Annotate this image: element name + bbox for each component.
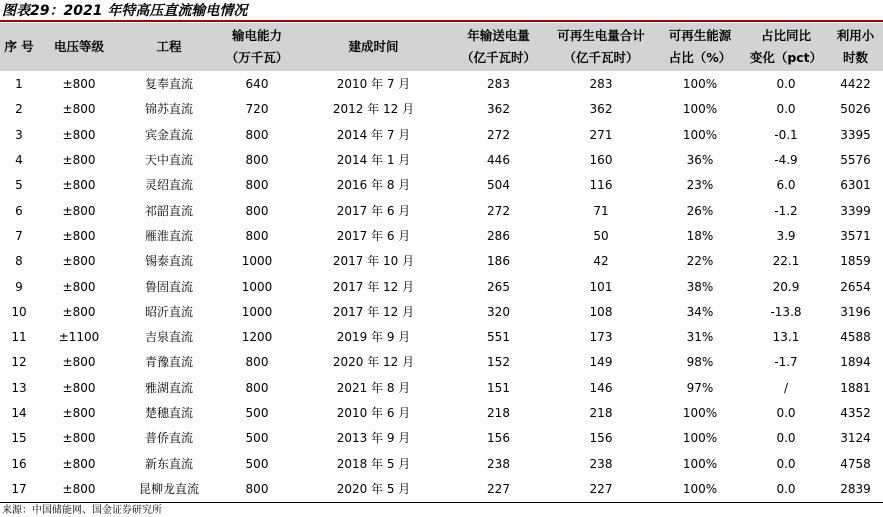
cell-renewable-share: 97% xyxy=(686,380,714,395)
cell-utilization-hours: 1881 xyxy=(840,380,871,395)
header-line: 占比（%） xyxy=(668,50,732,65)
cell-capacity: 800 xyxy=(245,355,269,370)
cell-capacity: 500 xyxy=(245,456,269,471)
table-row xyxy=(0,325,883,350)
cell-completion: 2021 年 8 月 xyxy=(336,380,411,395)
cell-share-change: 0.0 xyxy=(776,77,796,92)
cell-utilization-hours: 1894 xyxy=(840,355,871,370)
cell-completion: 2010 年 6 月 xyxy=(336,406,411,420)
table-row xyxy=(0,477,883,503)
cell-share-change: -13.8 xyxy=(770,304,802,319)
cell-renewable-share: 100% xyxy=(682,102,718,117)
table-row xyxy=(0,401,883,426)
cell-seq: 16 xyxy=(11,456,27,471)
cell-voltage: ±800 xyxy=(62,279,96,294)
table-row xyxy=(0,376,883,401)
cell-annual-power: 362 xyxy=(487,102,510,117)
cell-voltage: ±800 xyxy=(62,380,96,395)
header-col-voltage xyxy=(38,23,120,72)
cell-capacity: 800 xyxy=(245,380,269,395)
cell-completion: 2018 年 5 月 xyxy=(336,456,411,471)
cell-voltage: ±800 xyxy=(62,228,96,243)
cell-project: 锡泰直流 xyxy=(144,254,193,269)
cell-utilization-hours: 3196 xyxy=(840,304,871,319)
table-row xyxy=(0,72,883,98)
cell-share-change: 0.0 xyxy=(744,477,828,503)
header-line: 变化（pct） xyxy=(749,50,823,65)
table-row xyxy=(0,451,883,476)
cell-voltage: ±800 xyxy=(62,406,96,420)
cell-project: 雅湖直流 xyxy=(144,380,193,395)
cell-renewable-total: 218 xyxy=(589,406,613,420)
header-col-renewable-share xyxy=(656,23,744,72)
header-line: 电压等级 xyxy=(53,39,104,54)
title-divider xyxy=(0,20,883,22)
cell-renewable-total: 156 xyxy=(589,431,613,446)
cell-completion: 2010 年 7 月 xyxy=(336,77,411,92)
cell-project: 普侨直流 xyxy=(144,431,193,446)
cell-voltage: ±800 xyxy=(62,203,96,218)
cell-annual-power: 504 xyxy=(487,178,510,193)
table-body xyxy=(0,72,883,503)
cell-seq: 9 xyxy=(15,279,23,294)
cell-completion: 2017 年 10 月 xyxy=(332,254,415,269)
header-col-utilization-hours xyxy=(828,23,883,72)
cell-renewable-share: 100% xyxy=(656,477,744,503)
cell-renewable-share: 100% xyxy=(682,456,718,471)
cell-completion: 2017 年 6 月 xyxy=(336,203,411,218)
cell-renewable-total: 71 xyxy=(593,203,609,218)
cell-capacity: 800 xyxy=(245,228,269,243)
cell-utilization-hours: 3571 xyxy=(840,228,871,243)
transmission-table xyxy=(0,23,883,503)
header-col-capacity xyxy=(218,23,296,72)
table-row xyxy=(0,426,883,451)
cell-share-change: 20.9 xyxy=(772,279,800,294)
cell-share-change: 0.0 xyxy=(776,102,796,117)
cell-utilization-hours: 5576 xyxy=(840,153,871,168)
cell-voltage: ±800 xyxy=(62,431,96,446)
cell-capacity: 800 xyxy=(245,178,269,193)
cell-voltage: ±1100 xyxy=(58,330,100,345)
table-row xyxy=(0,249,883,274)
cell-renewable-total: 149 xyxy=(589,355,613,370)
header-col-project xyxy=(120,23,218,72)
cell-project: 锦苏直流 xyxy=(144,102,193,117)
cell-seq: 2 xyxy=(15,102,23,117)
table-row xyxy=(0,198,883,223)
cell-utilization-hours: 2839 xyxy=(828,477,883,503)
cell-capacity: 1000 xyxy=(241,279,273,294)
cell-renewable-total: 283 xyxy=(589,77,613,92)
cell-renewable-total: 101 xyxy=(589,279,613,294)
cell-annual-power: 283 xyxy=(487,77,510,92)
figure-title: 图表29：2021 年特高压直流输电情况 xyxy=(2,3,248,19)
cell-seq: 7 xyxy=(15,228,23,243)
cell-share-change: / xyxy=(783,380,789,395)
header-line: 占比同比 xyxy=(760,28,811,43)
cell-renewable-share: 34% xyxy=(686,304,714,319)
cell-utilization-hours: 1859 xyxy=(840,254,871,269)
cell-share-change: -1.2 xyxy=(774,203,798,218)
cell-annual-power: 265 xyxy=(487,279,510,294)
header-line: 时数 xyxy=(842,50,868,65)
cell-renewable-total: 146 xyxy=(589,380,613,395)
table-header xyxy=(0,23,883,72)
table-row xyxy=(0,300,883,325)
cell-project: 灵绍直流 xyxy=(144,178,193,193)
cell-completion: 2012 年 12 月 xyxy=(332,102,415,117)
cell-seq: 10 xyxy=(11,304,27,319)
cell-annual-power: 286 xyxy=(487,228,510,243)
cell-voltage: ±800 xyxy=(62,127,96,142)
cell-share-change: -1.7 xyxy=(774,355,798,370)
cell-renewable-share: 22% xyxy=(686,254,714,269)
table-row xyxy=(0,123,883,148)
header-line: 年输送电量 xyxy=(467,28,530,43)
cell-voltage: ±800 xyxy=(62,355,96,370)
cell-project: 鲁固直流 xyxy=(144,279,193,294)
cell-capacity: 500 xyxy=(245,406,269,420)
cell-completion: 2017 年 12 月 xyxy=(332,304,415,319)
cell-renewable-total: 42 xyxy=(593,254,609,269)
cell-utilization-hours: 3124 xyxy=(840,431,871,446)
table-row xyxy=(0,274,883,299)
cell-utilization-hours: 4588 xyxy=(840,330,871,345)
header-line: （万千瓦） xyxy=(225,50,289,65)
cell-project: 昆柳龙直流 xyxy=(120,477,218,503)
cell-project: 吉泉直流 xyxy=(144,330,193,345)
cell-renewable-total: 50 xyxy=(593,228,609,243)
header-col-share-change xyxy=(744,23,828,72)
cell-share-change: 6.0 xyxy=(776,178,796,193)
cell-renewable-share: 18% xyxy=(686,228,714,243)
cell-utilization-hours: 2654 xyxy=(840,279,871,294)
cell-project: 楚穗直流 xyxy=(144,406,193,420)
cell-capacity: 1200 xyxy=(241,330,273,345)
cell-voltage: ±800 xyxy=(38,477,120,503)
cell-renewable-share: 100% xyxy=(682,77,718,92)
header-line: 可再生电量合计 xyxy=(557,28,645,43)
cell-annual-power: 156 xyxy=(487,431,510,446)
cell-voltage: ±800 xyxy=(62,102,96,117)
cell-renewable-total: 160 xyxy=(589,153,613,168)
cell-renewable-total: 238 xyxy=(589,456,613,471)
cell-voltage: ±800 xyxy=(62,304,96,319)
cell-completion: 2014 年 1 月 xyxy=(336,153,411,168)
cell-voltage: ±800 xyxy=(62,153,96,168)
cell-capacity: 500 xyxy=(245,431,269,446)
cell-share-change: 0.0 xyxy=(776,431,796,446)
cell-completion: 2017 年 6 月 xyxy=(336,228,411,243)
cell-seq: 13 xyxy=(11,380,27,395)
header-line: （亿千瓦时） xyxy=(563,50,639,65)
cell-seq: 15 xyxy=(11,431,27,446)
cell-project: 复奉直流 xyxy=(144,77,193,92)
cell-capacity: 800 xyxy=(245,203,269,218)
cell-share-change: -0.1 xyxy=(774,127,798,142)
cell-capacity: 800 xyxy=(245,153,269,168)
cell-renewable-share: 38% xyxy=(686,279,714,294)
cell-annual-power: 227 xyxy=(451,477,546,503)
cell-renewable-share: 100% xyxy=(682,431,718,446)
cell-seq: 14 xyxy=(11,406,27,420)
header-line: 可再生能源 xyxy=(668,28,732,43)
cell-renewable-total: 108 xyxy=(589,304,613,319)
cell-utilization-hours: 3399 xyxy=(840,203,871,218)
cell-annual-power: 320 xyxy=(487,304,510,319)
cell-renewable-share: 98% xyxy=(686,355,714,370)
header-line: 利用小 xyxy=(836,28,875,43)
header-row xyxy=(0,23,883,72)
header-col-annual-power xyxy=(451,23,546,72)
cell-share-change: 0.0 xyxy=(776,456,796,471)
cell-annual-power: 446 xyxy=(487,153,510,168)
cell-renewable-share: 23% xyxy=(686,178,714,193)
cell-share-change: -4.9 xyxy=(774,153,798,168)
cell-utilization-hours: 5026 xyxy=(840,102,871,117)
cell-project: 新东直流 xyxy=(144,456,193,471)
cell-renewable-total: 173 xyxy=(589,330,613,345)
cell-completion: 2019 年 9 月 xyxy=(336,330,411,345)
cell-renewable-share: 100% xyxy=(682,406,718,420)
header-col-renewable-total xyxy=(546,23,656,72)
cell-renewable-total: 271 xyxy=(589,127,613,142)
cell-annual-power: 238 xyxy=(487,456,510,471)
cell-completion: 2020 年 12 月 xyxy=(332,355,415,370)
cell-seq: 8 xyxy=(15,254,23,269)
cell-annual-power: 551 xyxy=(487,330,510,345)
cell-seq: 6 xyxy=(15,203,23,218)
cell-renewable-share: 100% xyxy=(682,127,718,142)
cell-annual-power: 186 xyxy=(487,254,510,269)
cell-project: 雁淮直流 xyxy=(144,228,193,243)
cell-renewable-total: 116 xyxy=(589,178,613,193)
cell-capacity: 640 xyxy=(245,77,269,92)
header-line: 建成时间 xyxy=(348,39,399,54)
cell-completion: 2017 年 12 月 xyxy=(332,279,415,294)
table-row xyxy=(0,173,883,198)
cell-completion: 2020 年 5 月 xyxy=(296,477,451,503)
cell-annual-power: 218 xyxy=(487,406,510,420)
cell-project: 天中直流 xyxy=(144,153,193,168)
cell-seq: 17 xyxy=(0,477,38,503)
header-col-seq xyxy=(0,23,38,72)
cell-completion: 2014 年 7 月 xyxy=(336,127,411,142)
cell-seq: 4 xyxy=(15,153,23,168)
table-row xyxy=(0,97,883,122)
cell-project: 青豫直流 xyxy=(144,355,193,370)
cell-renewable-total: 227 xyxy=(546,477,656,503)
header-col-completion xyxy=(296,23,451,72)
cell-seq: 12 xyxy=(11,355,27,370)
cell-capacity: 800 xyxy=(245,127,269,142)
table-row xyxy=(0,148,883,173)
cell-share-change: 22.1 xyxy=(772,254,800,269)
cell-utilization-hours: 3395 xyxy=(840,127,871,142)
header-line: 工程 xyxy=(156,39,182,54)
cell-capacity: 720 xyxy=(245,102,269,117)
header-line: 序 号 xyxy=(4,39,34,54)
cell-completion: 2016 年 8 月 xyxy=(336,178,411,193)
cell-renewable-total: 362 xyxy=(589,102,613,117)
cell-share-change: 13.1 xyxy=(772,330,800,345)
cell-voltage: ±800 xyxy=(62,456,96,471)
cell-utilization-hours: 6301 xyxy=(840,178,871,193)
cell-seq: 3 xyxy=(15,127,23,142)
cell-utilization-hours: 4758 xyxy=(840,456,871,471)
cell-renewable-share: 36% xyxy=(686,153,714,168)
table-row xyxy=(0,224,883,249)
cell-project: 昭沂直流 xyxy=(144,304,193,319)
cell-seq: 5 xyxy=(15,178,23,193)
table-row xyxy=(0,350,883,375)
cell-capacity: 800 xyxy=(218,477,296,503)
cell-project: 祁韶直流 xyxy=(144,203,193,218)
cell-annual-power: 272 xyxy=(487,127,510,142)
cell-renewable-share: 31% xyxy=(686,330,714,345)
cell-seq: 1 xyxy=(15,77,23,92)
cell-annual-power: 272 xyxy=(487,203,510,218)
cell-annual-power: 151 xyxy=(487,380,510,395)
cell-project: 宾金直流 xyxy=(144,127,193,142)
header-line: （亿千瓦时） xyxy=(460,50,536,65)
cell-capacity: 1000 xyxy=(241,304,273,319)
cell-share-change: 0.0 xyxy=(776,406,796,420)
cell-utilization-hours: 4422 xyxy=(840,77,871,92)
source-note: 来源：中国储能网、国金证券研究所 xyxy=(2,505,162,516)
cell-voltage: ±800 xyxy=(62,178,96,193)
cell-renewable-share: 26% xyxy=(686,203,714,218)
cell-voltage: ±800 xyxy=(62,77,96,92)
cell-completion: 2013 年 9 月 xyxy=(336,431,411,446)
cell-annual-power: 152 xyxy=(487,355,510,370)
cell-share-change: 3.9 xyxy=(776,228,796,243)
header-line: 输电能力 xyxy=(231,28,282,43)
cell-voltage: ±800 xyxy=(62,254,96,269)
cell-capacity: 1000 xyxy=(241,254,273,269)
cell-seq: 11 xyxy=(11,330,27,345)
cell-utilization-hours: 4352 xyxy=(840,406,871,420)
